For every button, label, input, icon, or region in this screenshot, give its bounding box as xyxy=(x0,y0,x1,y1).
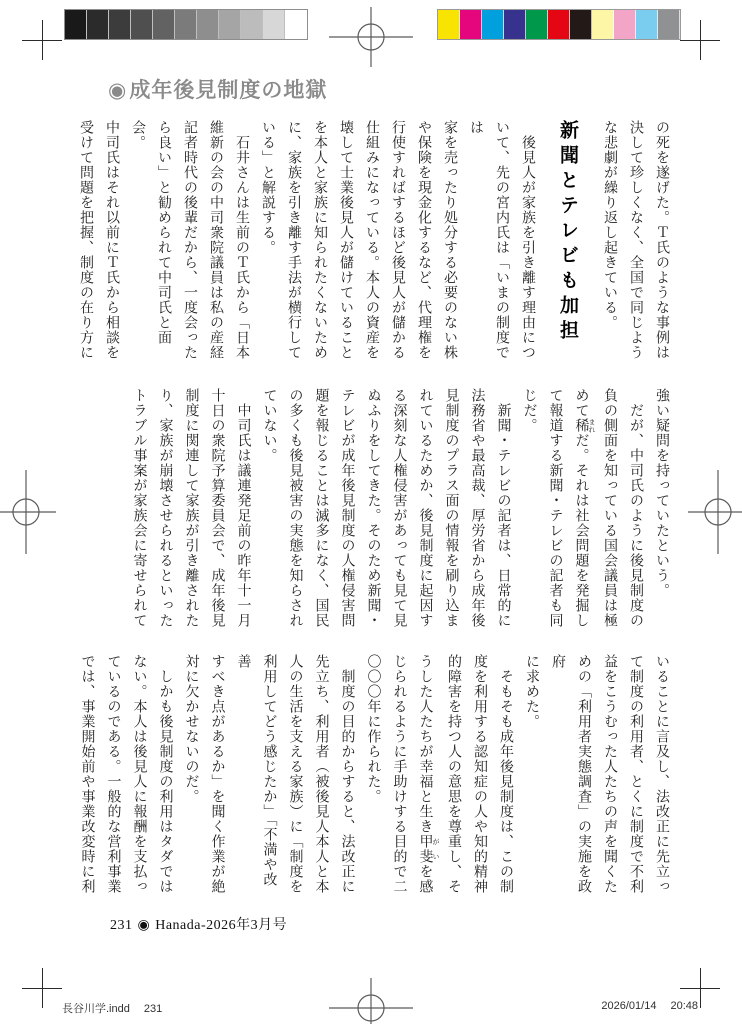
color-swatch xyxy=(219,10,241,39)
text-column: の多くも後見被害の実態を知らされ xyxy=(287,388,303,628)
text-column: れているためか、後見制度に起因す xyxy=(417,388,433,628)
text-column: 後見人が家族を引き離す理由につ xyxy=(520,120,535,360)
text-column: 題を報じることは滅多になく、国民 xyxy=(313,388,329,628)
color-swatch xyxy=(460,10,482,39)
text-column: いて、先の宮内氏は「いまの制度では xyxy=(468,120,509,360)
slug-time: 20:48 xyxy=(670,1000,698,1012)
running-foot xyxy=(110,914,287,934)
text-column: 〇〇〇年に作られた。 xyxy=(365,654,381,804)
text-column: 法務省や最高裁、厚労省から成年後 xyxy=(469,388,485,628)
text-column: ない。本人は後見人に報酬を支払っ xyxy=(131,654,147,894)
text-column: テレビが成年後見制度の人権侵害問 xyxy=(339,388,355,628)
color-swatch xyxy=(241,10,263,39)
fisheye-bullet-icon: ◉ xyxy=(108,79,128,102)
text-band-2 xyxy=(108,388,674,634)
text-column: 記者時代の後輩だから、一度会った xyxy=(182,120,197,360)
text-column: 新聞・テレビの記者は、日常的に xyxy=(495,388,511,628)
text-column: 的障害を持つ人の意思を尊重し、そ xyxy=(446,654,461,894)
section-heading: 新聞とテレビも加担 xyxy=(557,120,578,345)
text-column: 人の生活を支える家族）に「制度を xyxy=(287,654,303,894)
text-column: る深刻な人権侵害があっても見て見 xyxy=(391,388,407,628)
text-column: の死を遂げた。Ｔ氏のような事例は xyxy=(654,120,669,360)
file-name: 長谷川学.indd xyxy=(62,1003,130,1015)
text-column: 先立ち、利用者（被後見人本人と本 xyxy=(313,654,329,894)
color-swatch xyxy=(197,10,219,39)
text-column: すべき点があるか」を聞く作業が絶 xyxy=(209,654,225,894)
page-number: 231 xyxy=(110,918,133,933)
article-title xyxy=(108,74,327,104)
text-band-1 xyxy=(78,120,674,366)
registration-mark-bottom xyxy=(329,978,413,1024)
text-column: ていない。 xyxy=(261,388,277,463)
color-swatch xyxy=(636,10,658,39)
slug-page-number: 231 xyxy=(143,1003,163,1015)
magazine-name: Hanada-2026年3月号 xyxy=(155,918,288,933)
text-column: に求めた。 xyxy=(524,654,539,729)
slug-date: 2026/01/14 xyxy=(601,1000,657,1012)
text-column: 負の側面を知っている国会議員は極 xyxy=(602,388,617,628)
text-column: ぬふりをしてきた。そのため新聞・ xyxy=(365,388,381,628)
color-swatch xyxy=(658,10,680,39)
text-column: いることに言及し、法改正に先立っ xyxy=(654,654,669,894)
color-swatch xyxy=(614,10,636,39)
text-column: 益をこうむった人たちの声を聞くた xyxy=(602,654,617,894)
color-swatch xyxy=(285,10,307,39)
text-column: 中司氏は議連発足前の昨年十一月 xyxy=(235,388,251,628)
text-column: 制度に関連して家族が引き離された xyxy=(183,388,199,628)
text-column: て報道する新聞・テレビの記者も同 xyxy=(547,388,563,628)
text-column: しかも後見制度の利用はタダでは xyxy=(157,654,173,894)
text-column: 利用してどう感じたか」「不満や改善 xyxy=(235,654,277,887)
text-column: 受けて問題を把握、制度の在り方に xyxy=(78,120,93,360)
color-swatch xyxy=(570,10,592,39)
text-column: じだ。 xyxy=(521,388,537,433)
text-band-3 xyxy=(79,654,674,900)
text-column: 行使すればするほど後見人が儲かる xyxy=(390,120,405,360)
color-swatch xyxy=(87,10,109,39)
text-column: だが、中司氏のように後見制度の xyxy=(628,388,643,628)
registration-mark-left xyxy=(0,470,56,554)
text-column: 度を利用する認知症の人や知的精神 xyxy=(472,654,487,894)
slug-datetime xyxy=(601,1000,698,1012)
text-column: や保険を現金化するなど、代理権を xyxy=(416,120,431,360)
color-swatch xyxy=(482,10,504,39)
text-column: トラブル事案が家族会に寄せられて xyxy=(131,388,147,628)
text-column: を本人と家族に知られたくないため xyxy=(312,120,327,360)
text-column: 壊して士業後見人が儲けていること xyxy=(338,120,353,360)
text-column: ているのである。一般的な営利事業 xyxy=(105,654,121,894)
text-column: いる」と解説する。 xyxy=(260,120,275,255)
text-column: 見制度のプラス面の情報を刷り込ま xyxy=(443,388,459,628)
color-swatch xyxy=(504,10,526,39)
text-column: じられるように手助けする目的で二 xyxy=(391,654,407,894)
text-column: り、家族が崩壊させられるといった xyxy=(157,388,173,628)
registration-mark-top xyxy=(329,7,413,67)
color-swatch xyxy=(526,10,548,39)
text-column: そもそも成年後見制度は、この制 xyxy=(498,654,513,894)
registration-mark-right xyxy=(688,470,742,554)
text-column: 制度の目的からすると、法改正に xyxy=(339,654,355,894)
text-column: 対に欠かせないのだ。 xyxy=(183,654,199,804)
color-swatch xyxy=(438,10,460,39)
text-column: では、事業開始前や事業改変時に利 xyxy=(79,654,95,894)
color-swatch xyxy=(153,10,175,39)
text-column: な悲劇が繰り返し起きている。 xyxy=(602,120,617,330)
text-column: 仕組みになっている。本人の資産を xyxy=(364,120,379,360)
color-swatch xyxy=(263,10,285,39)
text-column: 維新の会の中司衆院議員は私の産経 xyxy=(208,120,223,360)
text-column: 決して珍しくなく、全国で同じよう xyxy=(628,120,643,360)
slug-filename xyxy=(62,1000,162,1016)
text-column: 家を売ったり処分する必要のない株 xyxy=(442,120,457,360)
article-title-text: 成年後見制度の地獄 xyxy=(129,79,328,102)
color-swatch xyxy=(65,10,87,39)
fisheye-bullet-icon: ◉ xyxy=(137,918,151,933)
text-column: 石井さんは生前のＴ氏から「日本 xyxy=(234,120,249,360)
color-swatch xyxy=(175,10,197,39)
text-column: 強い疑問を持っていたという。 xyxy=(654,388,669,598)
color-swatch xyxy=(548,10,570,39)
color-swatch xyxy=(131,10,153,39)
text-column: うした人たちが幸福と生き甲斐 がいを感 xyxy=(417,654,440,894)
text-column: て制度の利用者、とくに制度で不利 xyxy=(628,654,643,894)
grayscale-calibration-bar xyxy=(64,9,308,40)
color-calibration-bar xyxy=(437,9,681,40)
text-column: 十日の衆院予算委員会で、成年後見 xyxy=(209,388,225,628)
text-column: 中司氏はそれ以前にＴ氏から相談を xyxy=(104,120,119,360)
text-column: ら良い」と勧められて中司氏と面会。 xyxy=(130,120,171,345)
text-column: めの「利用者実態調査」の実施を政府 xyxy=(550,654,591,894)
color-swatch xyxy=(592,10,614,39)
text-column: めて稀 まれだ。それは社会問題を発掘し xyxy=(573,388,596,628)
color-swatch xyxy=(109,10,131,39)
text-column: に、家族を引き離す手法が横行して xyxy=(286,120,301,360)
